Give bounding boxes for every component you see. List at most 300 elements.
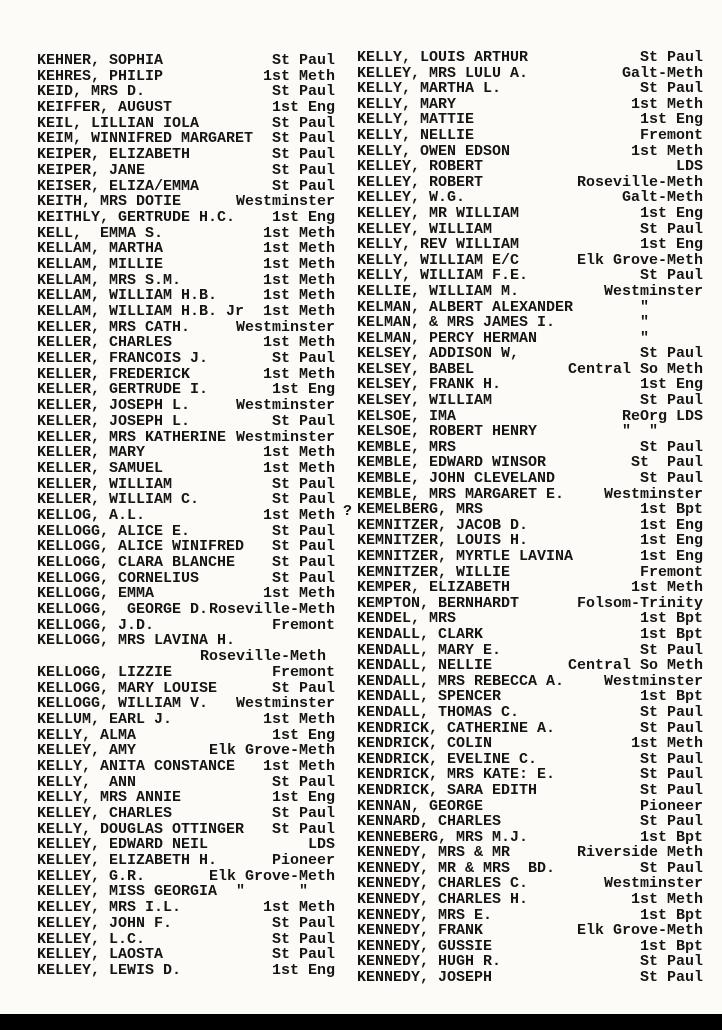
person-name: KENNEDY, GUSSIE [357,937,493,955]
directory-entry [357,970,703,986]
church-name: Galt-Meth [621,189,703,207]
person-name: KEMBLE, EDWARD WINSOR [357,454,547,472]
person-name: KELLEY, LEWIS D. [37,961,182,979]
person-name: KELLEY, MRS I.L. [37,899,182,917]
church-name: 1st Meth [630,95,703,113]
directory-entry [37,806,335,822]
church-name: Westminster [603,875,703,893]
person-name: KELLEY, CHARLES [37,805,173,822]
church-name: 1st Meth [262,757,335,775]
church-name: Fremont [639,563,703,581]
person-name: KEMBLE, MRS MARGARET E. [357,485,565,503]
directory-entry [357,611,703,627]
person-name: KEMBLE, MRS [357,438,457,456]
directory-entry [37,351,335,367]
directory-entry [37,900,335,916]
church-name: St Paul [271,146,335,164]
directory-entry [357,752,703,768]
church-name: St Paul [271,177,335,195]
person-name: KENDALL, THOMAS C. [357,703,520,721]
church-name: St Paul [271,538,335,556]
church-name: 1st Eng [271,99,335,117]
person-name: KENDRICK, EVELINE C. [357,750,538,768]
person-name: KELLEY, AMY [37,742,137,760]
church-name: 1st Meth [262,67,335,85]
directory-entry [37,116,335,132]
directory-entry [357,845,703,861]
person-name: KELLY, LOUIS ARTHUR [357,49,529,66]
church-name: St Paul [271,773,335,791]
person-name: KENDALL, MRS REBECCA A. [357,672,565,690]
church-name: St Paul [271,930,335,948]
person-name: KELLEY, LAOSTA [37,946,164,964]
person-name: KELLY, ANN [37,773,137,791]
church-name: " [639,298,703,316]
church-name: St Paul [639,859,703,877]
person-name: KEIPER, JANE [37,161,146,179]
church-name: Fremont [639,126,703,144]
church-name: 1st Meth [262,334,335,352]
church-name: 1st Bpt [639,906,703,924]
person-name: KELLEY, JOHN F. [37,914,173,932]
church-name: " [639,329,703,347]
directory-entry [357,736,703,752]
church-name: Westminster [603,282,703,300]
person-name: KELLER, GERTRUDE I. [37,381,209,399]
church-name: 1st Meth [630,142,703,160]
person-name: KELLEY, MRS LULU A. [357,64,529,82]
person-name: KEHNER, SOPHIA [37,52,164,69]
church-name: St Paul [639,49,703,66]
church-name: 1st Meth [262,710,335,728]
church-name: Pioneer [271,852,335,870]
church-name: 1st Meth [262,459,335,477]
directory-entry [357,658,703,674]
church-name: " [639,314,703,332]
person-name: KEIPER, ELIZABETH [37,146,191,164]
person-name: KELLER, SAMUEL [37,459,164,477]
person-name: KELLY, MARY [357,95,457,113]
directory-entry [357,300,703,316]
church-name: 1st Meth [262,899,335,917]
directory-entry [37,743,335,759]
church-name: St Paul [639,781,703,799]
church-name: 1st Meth [262,240,335,258]
person-name: KELLAM, MILLIE [37,255,164,273]
church-name: 1st Meth [262,255,335,273]
directory-entry [37,524,335,540]
person-name: KELLER, MRS KATHERINE [37,428,227,446]
church-name: Pioneer [639,797,703,815]
directory-entry [37,53,335,69]
church-name: St Paul [271,52,335,69]
directory-entry [37,163,335,179]
directory-entry [37,257,335,273]
person-name: KELLER, JOSEPH L. [37,412,191,430]
church-name: St Paul [271,475,335,493]
church-name: Elk Grove-Meth [576,922,703,940]
church-name: LDS [675,158,703,176]
church-name: 1st Bpt [639,625,703,643]
directory-left-column [37,53,335,979]
directory-entry [37,241,335,257]
directory-entry [357,689,703,705]
directory-entry [357,487,703,503]
person-name: KEIL, LILLIAN IOLA [37,114,200,132]
directory-entry [357,253,703,269]
directory-entry [37,147,335,163]
person-name: KELLEY, MR WILLIAM [357,204,520,222]
directory-entry [357,190,703,206]
church-name: 1st Meth [262,506,335,524]
directory-entry [37,508,335,524]
church-name: St Paul [271,914,335,932]
person-name: KELLEY, WILLIAM [357,220,493,238]
person-name: KELLY, DOUGLAS OTTINGER [37,820,245,838]
person-name: KELSEY, BABEL [357,360,475,378]
directory-entry [357,97,703,113]
person-name: KEIM, WINNIFRED MARGARET [37,130,254,148]
directory-entry [357,721,703,737]
church-name: St Paul [271,161,335,179]
directory-entry [37,304,335,320]
church-name: Roseville-Meth [576,173,703,191]
directory-entry [37,414,335,430]
directory-entry [357,222,703,238]
directory-entry [37,320,335,336]
person-name: KELLOGG, J.D. [37,616,155,634]
person-name: KENDRICK, SARA EDITH [357,781,538,799]
church-name: 1st Meth [630,579,703,597]
directory-entry [37,759,335,775]
church-name: Westminster [603,672,703,690]
directory-entry [357,923,703,939]
church-name: 1st Meth [262,365,335,383]
person-name: KELLY, MRS ANNIE [37,789,182,807]
church-name: Westminster [235,428,335,446]
person-name: KELLEY, ELIZABETH H. [37,852,218,870]
person-name: KEITH, MRS DOTIE [37,193,182,211]
person-name: KELLER, WILLIAM [37,475,173,493]
person-name: KELLER, CHARLES [37,334,173,352]
church-name: Riverside Meth [576,844,703,862]
church-name: 1st Eng [639,548,703,565]
directory-entry [37,837,335,853]
directory-entry [37,335,335,351]
directory-entry [357,876,703,892]
person-name: KELLER, WILLIAM C. [37,491,200,509]
church-name: 1st Eng [639,532,703,550]
directory-entry [357,954,703,970]
person-name: KELLEY, ROBERT [357,158,484,176]
directory-entry [357,767,703,783]
directory-entry [37,100,335,116]
church-name: St Paul [271,350,335,368]
church-name: Westminster [235,397,335,415]
church-name: 1st Eng [639,204,703,222]
directory-entry [357,549,703,565]
directory-entry [357,362,703,378]
directory-entry [37,822,335,838]
person-name: KENDRICK, MRS KATE: E. [357,766,556,784]
person-name: KELSEY, WILLIAM [357,392,493,410]
directory-entry [357,144,703,160]
person-name: KELLY, OWEN EDSON [357,142,511,160]
church-name: St Paul [271,554,335,571]
person-name: KEID, MRS D. [37,83,146,101]
directory-entry [357,237,703,253]
directory-entry [357,440,703,456]
person-name: KELLAM, MRS S.M. [37,271,182,289]
directory-entry [37,492,335,508]
directory-entry [37,461,335,477]
directory-entry [37,681,335,697]
directory-entry [357,908,703,924]
person-name: KEMBLE, JOHN CLEVELAND [357,470,556,488]
person-name: KEMNITZER, WILLIE [357,563,511,581]
directory-entry [37,194,335,210]
church-name: 1st Meth [262,444,335,462]
person-name: KENDRICK, CATHERINE A. [357,719,556,737]
church-name: " " [621,423,703,441]
directory-entry [357,861,703,877]
person-name: KEMNITZER, MYRTLE LAVINA [357,548,574,565]
church-name: Fremont [271,616,335,634]
church-name: 1st Bpt [639,688,703,706]
directory-entry [357,268,703,284]
person-name: KELLAM, WILLIAM H.B. [37,287,218,305]
directory-entry [357,565,703,581]
directory-entry [37,210,335,226]
margin-query-mark: ? [343,503,353,520]
person-name: KELLY, REV WILLIAM [357,236,520,254]
person-name: KENNAN, GEORGE [357,797,484,815]
directory-entry [357,627,703,643]
directory-entry [37,398,335,414]
directory-entry [37,884,335,900]
person-name: KELLY, WILLIAM F.E. [357,267,529,285]
person-name: KELLEY, MISS GEORGIA [37,883,218,901]
directory-entry [357,892,703,908]
person-name: KENNEDY, CHARLES C. [357,875,529,893]
directory-entry [357,315,703,331]
directory-entry [37,633,335,649]
person-name: KELLOGG, LIZZIE [37,663,173,681]
directory-entry [357,455,703,471]
church-name: St Paul [271,491,335,509]
church-name: St Paul [271,820,335,838]
church-name: St Paul [639,438,703,456]
church-name: Westminster [235,695,335,713]
person-name: KENNEDY, MRS & MR [357,844,511,862]
person-name: KENNARD, CHARLES [357,813,502,831]
person-name: KELLY, WILLIAM E/C [357,251,520,269]
church-name: ReOrg LDS [621,407,703,425]
church-name: St Paul [271,83,335,101]
directory-entry [37,696,335,712]
person-name: KELL, EMMA S. [37,224,164,242]
church-name: Folsom-Trinity [576,594,703,612]
directory-entry [37,131,335,147]
directory-entry [357,799,703,815]
directory-entry [37,602,335,618]
church-name: St Paul [639,641,703,659]
person-name: KELLAM, MARTHA [37,240,164,258]
directory-entry [37,586,335,602]
directory-entry [37,445,335,461]
church-name: Elk Grove-Meth [208,867,335,885]
person-name: KELMAN, PERCY HERMAN [357,329,538,347]
church-name: 1st Meth [630,891,703,909]
directory-entry [37,790,335,806]
person-name: KELLER, MRS CATH. [37,318,191,336]
church-name: St Paul [271,522,335,540]
person-name: KELLOGG, WILLIAM V. [37,695,209,713]
person-name: KELLIE, WILLIAM M. [357,282,520,300]
church-name: 1st Meth [262,585,335,603]
person-name: KENDEL, MRS [357,610,457,628]
church-name: St Paul [271,412,335,430]
person-name: KEIFFER, AUGUST [37,99,173,117]
directory-entry [357,674,703,690]
church-name: St Paul [639,470,703,488]
church-name: 1st Meth [262,224,335,242]
person-name: KEMPTON, BERNHARDT [357,594,520,612]
person-name: KENNEDY, CHARLES H. [357,891,529,909]
person-name: KELLY, MARTHA L. [357,80,502,98]
directory-entry [357,284,703,300]
directory-right-column [357,50,703,986]
directory-entry [37,382,335,398]
church-name: Elk Grove-Meth [208,742,335,760]
person-name: KELSEY, FRANK H. [357,376,502,394]
church-name: St Paul [271,569,335,587]
church-name: St Paul [639,719,703,737]
church-name: St Paul [639,267,703,285]
directory-entry [357,66,703,82]
person-name: KELLY, ALMA [37,726,137,744]
directory-entry [37,430,335,446]
church-name: 1st Eng [271,789,335,807]
church-name: LDS [307,836,335,854]
directory-entry [37,649,335,665]
directory-entry [37,853,335,869]
directory-entry [357,705,703,721]
person-name: KELSOE, IMA [357,407,457,425]
church-name: St Paul [639,392,703,410]
directory-entry [37,539,335,555]
church-name: 1st Bpt [639,610,703,628]
church-name: 1st Meth [262,303,335,320]
directory-entry [37,869,335,885]
directory-entry [37,728,335,744]
church-name: 1st Eng [639,376,703,394]
person-name: KELLOGG, CORNELIUS [37,569,200,587]
person-name: KENDALL, NELLIE [357,657,493,675]
directory-entry [357,939,703,955]
person-name: KENDALL, MARY E. [357,641,502,659]
person-name: KENNEDY, MR & MRS BD. [357,859,556,877]
person-name: KENNEDY, FRANK [357,922,484,940]
directory-entry [357,393,703,409]
church-name: 1st Eng [271,726,335,744]
church-name: St Paul [271,114,335,132]
directory-entry [357,409,703,425]
directory-entry [37,69,335,85]
person-name: KELLOGG, ALICE WINIFRED [37,538,245,556]
directory-entry [357,128,703,144]
church-name: 1st Eng [271,961,335,979]
directory-entry [37,618,335,634]
church-name: Central So Meth [567,657,703,675]
person-name: KENNEDY, JOSEPH [357,969,493,987]
directory-entry [37,179,335,195]
church-name: St Paul [639,813,703,831]
person-name: KELLER, FRANCOIS J. [37,350,209,368]
directory-entry [37,665,335,681]
person-name: KENNEBERG, MRS M.J. [357,828,529,846]
church-name: 1st Eng [639,516,703,534]
person-name: KEMNITZER, LOUIS H. [357,532,529,550]
church-name: St Paul [639,953,703,971]
directory-entry [357,50,703,66]
church-name: St Paul [639,969,703,987]
directory-entry [357,346,703,362]
directory-entry [357,783,703,799]
person-name: KELLUM, EARL J. [37,710,173,728]
church-name: 1st Bpt [639,501,703,519]
directory-entry [37,963,335,979]
directory-entry [37,288,335,304]
directory-entry [357,518,703,534]
person-name: KELMAN, & MRS JAMES I. [357,314,556,332]
person-name: KENDALL, CLARK [357,625,484,643]
person-name: KELLEY, ROBERT [357,173,484,191]
person-name: KELSEY, ADDISON W, [357,345,520,363]
directory-entry [37,477,335,493]
person-name: KELLEY, L.C. [37,930,146,948]
church-name: 1st Bpt [639,828,703,846]
person-name: KELLY, MATTIE [357,111,475,129]
church-name: St Paul [639,766,703,784]
directory-entry [37,273,335,289]
person-name: KENNEDY, HUGH R. [357,953,502,971]
person-name: KELLOG, A.L. [37,506,146,524]
person-name: KELLEY, EDWARD NEIL [37,836,209,854]
directory-entry [357,377,703,393]
church-name: 1st Eng [639,111,703,129]
directory-entry [357,471,703,487]
church-name: Westminster [235,193,335,211]
person-name: KELLOGG, CLARA BLANCHE [37,554,236,571]
church-name: St Paul [630,454,703,472]
directory-entry [357,814,703,830]
directory-entry [37,916,335,932]
church-name: " " [235,883,335,901]
directory-entry [37,775,335,791]
person-name: KEMNITZER, JACOB D. [357,516,529,534]
person-name: KELLY, NELLIE [357,126,475,144]
directory-entry [37,947,335,963]
person-name: KELLOGG, GEORGE D. [37,601,209,619]
person-name: KELLY, ANITA CONSTANCE [37,757,236,775]
directory-entry [37,712,335,728]
church-name: Galt-Meth [621,64,703,82]
church-name: Central So Meth [567,360,703,378]
person-name: KENDALL, SPENCER [357,688,502,706]
church-name: St Paul [271,679,335,697]
church-name: Westminster [235,318,335,336]
